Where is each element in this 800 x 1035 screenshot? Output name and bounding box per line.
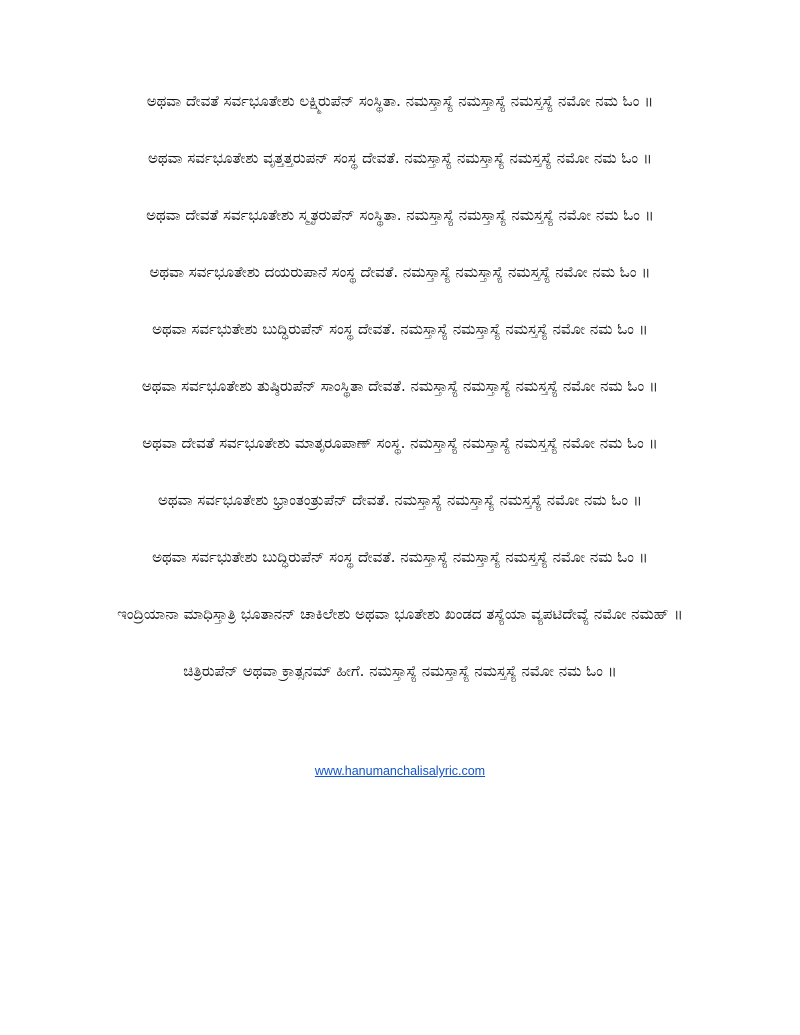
verse-line: ಅಥವಾ ಸರ್ವಭುತೇಶು ಬುದ್ಧಿರುಪೆನ್ ಸಂಸ್ಥ ದೇವತೆ. ನಮಸ್ತಾಸ್ಯೆ ನಮಸ್ತಾಸ್ಯೆ ನಮಸ್ತಸ್ಯೆ ನಮೋ ನಮ ಓಂ ॥ bbox=[152, 320, 648, 338]
verse-line: ಅಥವಾ ದೇವತೆ ಸರ್ವಭೂತೇಶು ಲಕ್ಷ್ಮಿರುಪೆನ್ ಸಂಸ್ಥಿತಾ. ನಮಸ್ತಾಸ್ಯೆ ನಮಸ್ತಾಸ್ಯೆ ನಮಸ್ತಸ್ಯೆ ನಮೋ ನಮ ಓಂ ॥ bbox=[146, 92, 654, 110]
verse-line: ಅಥವಾ ಸರ್ವಭೂತೇಶು ದಯರುಪಾನೆ ಸಂಸ್ಥ ದೇವತೆ. ನಮಸ್ತಾಸ್ಯೆ ನಮಸ್ತಾಸ್ಯೆ ನಮಸ್ತಸ್ಯೆ ನಮೋ ನಮ ಓಂ ॥ bbox=[149, 263, 651, 281]
verse-line: ಅಥವಾ ಸರ್ವಭೂತೇಶು ವೃತ್ತತ್ತರುಪನ್ ಸಂಸ್ಥ ದೇವತೆ. ನಮಸ್ತಾಸ್ಯೆ ನಮಸ್ತಾಸ್ಯೆ ನಮಸ್ತಸ್ಯೆ ನಮೋ ನಮ ಓಂ ॥ bbox=[148, 149, 652, 167]
verse-line: ಅಥವಾ ಸರ್ವಭೂತೇಶು ಭ್ರಾಂತಂತ್ರುಪೆನ್ ದೇವತೆ. ನಮಸ್ತಾಸ್ಯೆ ನಮಸ್ತಾಸ್ಯೆ ನಮಸ್ತಸ್ಯೆ ನಮೋ ನಮ ಓಂ ॥ bbox=[158, 491, 642, 509]
verse-line: ಅಥವಾ ದೇವತೆ ಸರ್ವಭೂತೇಶು ಮಾತೃರೂಪಾಣ್ ಸಂಸ್ಥ. ನಮಸ್ತಾಸ್ಯೆ ನಮಸ್ತಾಸ್ಯೆ ನಮಸ್ತಸ್ಯೆ ನಮೋ ನಮ ಓಂ ॥ bbox=[142, 434, 658, 452]
verse-line: ಅಥವಾ ಸರ್ವಭುತೇಶು ಬುದ್ಧಿರುಪೆನ್ ಸಂಸ್ಥ ದೇವತೆ. ನಮಸ್ತಾಸ್ಯೆ ನಮಸ್ತಾಸ್ಯೆ ನಮಸ್ತಸ್ಯೆ ನಮೋ ನಮ ಓಂ ॥ bbox=[152, 548, 648, 566]
verse-line: ಅಥವಾ ಸರ್ವಭೂತೇಶು ತುಷ್ಠಿರುಪೆನ್ ಸಾಂಸ್ಥಿತಾ ದೇವತೆ. ನಮಸ್ತಾಸ್ಯೆ ನಮಸ್ತಾಸ್ಯೆ ನಮಸ್ತಸ್ಯೆ ನಮೋ ನಮ ಓಂ ॥ bbox=[141, 377, 659, 395]
verse-line: ಇಂದ್ರಿಯಾನಾ ಮಾಧಿಸ್ತಾತ್ರಿ ಭೂತಾನನ್ ಚಾಕಿಲೇಶು ಅಥವಾ ಭೂತೇಶು ಖಂಡದ ತಸ್ಯೆಯಾ ವ್ಯಪಟಿದೇವ್ಯೆ ನಮೋ ನಮಹ್ ॥ bbox=[117, 605, 683, 623]
website-link[interactable]: www.hanumanchalisalyric.com bbox=[314, 764, 486, 778]
verse-list bbox=[80, 88, 720, 715]
footer bbox=[0, 762, 800, 780]
verse-line: ಚಿತ್ರಿರುಪೆನ್ ಅಥವಾ ಕ್ರಾತ್ಸನಮ್ ಹೀಗೆ. ನಮಸ್ತಾಸ್ಯೆ ನಮಸ್ತಾಸ್ಯೆ ನಮಸ್ತಸ್ಯೆ ನಮೋ ನಮ ಓಂ ॥ bbox=[183, 662, 617, 680]
verse-line: ಅಥವಾ ದೇವತೆ ಸರ್ವಭೂತೇಶು ಸ್ಮೃತರುಪೆನ್ ಸಂಸ್ಥಿತಾ. ನಮಸ್ತಾಸ್ಯೆ ನಮಸ್ತಾಸ್ಯೆ ನಮಸ್ತಸ್ಯೆ ನಮೋ ನಮ ಓಂ ॥ bbox=[146, 206, 654, 224]
